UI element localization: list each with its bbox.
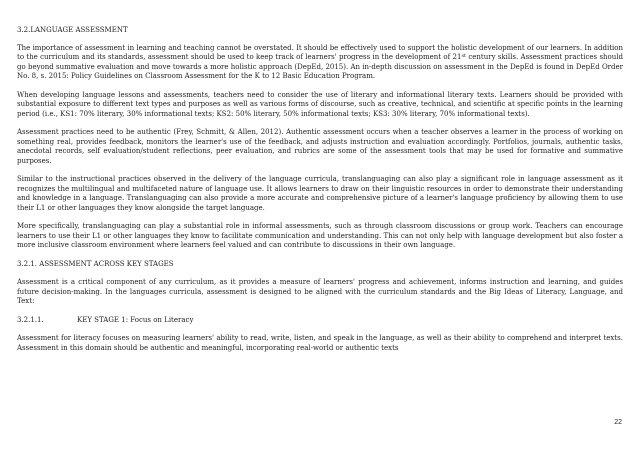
paragraph-text-continued: century skills. Assessment practices should go beyond summative evaluation and move towards a more holistic approach (DepEd, 2015). An in-depth discussion on assessment in the DepEd is found in DepEd Order No. 8, s. 2015: Policy Guidelines on Classroom Assessment for the K to 12 Basic Education Program. xyxy=(17,53,623,80)
superscript-st: st xyxy=(461,53,467,59)
section-heading: 3.2.LANGUAGE ASSESSMENT xyxy=(17,26,128,34)
paragraph-assessment-importance xyxy=(17,44,623,82)
subsubsection-number: 3.2.1.1. xyxy=(17,315,44,324)
paragraph-text: The importance of assessment in learning and teaching cannot be overstated. It should be effectively used to support the holistic development of our learners. In addition to the curriculum and its standards, assessment should be used to keep track of learners' progress in the development of 21 xyxy=(17,43,623,61)
paragraph-literacy-assessment: Assessment for literacy focuses on measuring learners' ability to read, write, listen, and speak in the language, as well as their ability to comprehend and interpret texts. Assessment in this domain should be authentic and meaningful, incorporating real-world or authentic texts xyxy=(17,334,623,352)
paragraph-translanguaging: Similar to the instructional practices observed in the delivery of the language curricula, translanguaging can also play a significant role in language assessment as it recognizes the multilingual and multifaceted nature of language use. It allows learners to draw on their linguistic resources in order to demonstrate their understanding and knowledge in a language. Translanguaging can also provide a more accurate and comprehensive picture of a learner's language proficiency by allowing them to use their L1 or other languages they know alongside the target language. xyxy=(17,175,623,212)
paragraph-informal-assessment: More specifically, translanguaging can play a substantial role in informal assessments, such as through classroom discussions or group work. Teachers can encourage learners to use their L1 or other languages they know to facilitate communication and understanding. This can not only help with language development but also foster a more inclusive classroom environment where learners feel valued and can contribute to discussions in their own language. xyxy=(17,222,623,249)
document-page xyxy=(17,26,623,362)
subsubsection-title: KEY STAGE 1: Focus on Literacy xyxy=(77,315,194,324)
subsection-heading: 3.2.1. ASSESSMENT ACROSS KEY STAGES xyxy=(17,259,174,268)
page-number: 22 xyxy=(614,419,622,426)
paragraph-authentic-assessment: Assessment practices need to be authentic (Frey, Schmitt, & Allen, 2012). Authentic assessment occurs when a teacher observes a learner in the process of working on something real, provides feedback, monitors the learner's use of the feedback, and adjusts instruction and evaluation accordingly. Portfolios, journals, authentic tasks, anecdotal records, self evaluation/student reflections, peer evaluation, and rubrics are some of the assessment tools that may be used for formative and summative purposes. xyxy=(17,128,623,165)
paragraph-assessment-critical: Assessment is a critical component of any curriculum, as it provides a measure of learners' progress and achievement, informs instruction and learning, and guides future decision-making. In the languages curricula, assessment is designed to be aligned with the curriculum standards and the Big Ideas of Literacy, Language, and Text: xyxy=(17,278,623,305)
paragraph-text-types: When developing language lessons and assessments, teachers need to consider the use of literary and informational literary texts. Learners should be provided with substantial exposure to different text types and purposes as well as various forms of discourse, such as creative, technical, and scientific at specific points in the learning period (i.e., KS1: 70% literary, 30% informational texts; KS2: 50% literary, 50% informational texts; KS3: 30% literary, 70% informational texts). xyxy=(17,90,623,118)
subsubsection-heading xyxy=(17,316,623,326)
